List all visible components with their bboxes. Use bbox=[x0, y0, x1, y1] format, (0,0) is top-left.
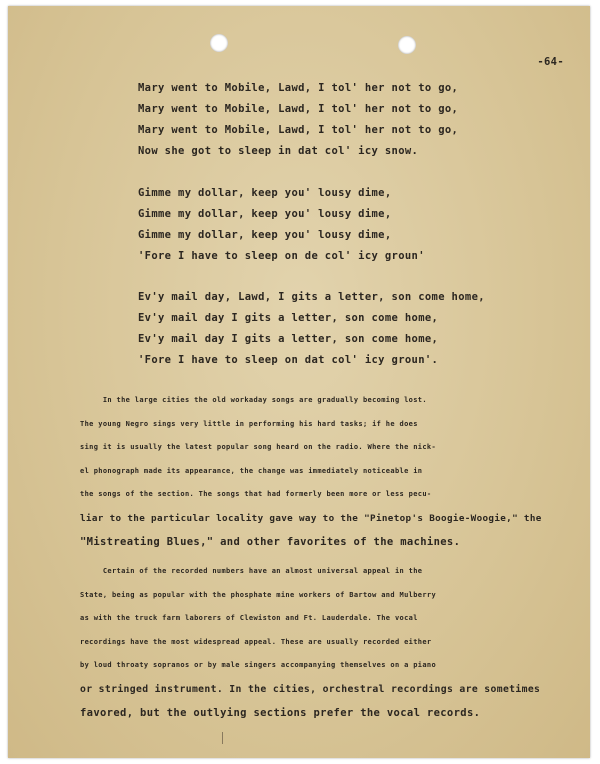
verse-line: 'Fore I have to sleep on de col' icy groun' bbox=[138, 250, 425, 262]
paragraph-line: liar to the particular locality gave way to the "Pinetop's Boogie-Woogie," the bbox=[80, 512, 542, 524]
paragraph-line: Certain of the recorded numbers have an almost universal appeal in the bbox=[80, 567, 423, 575]
verse-line: Ev'y mail day, Lawd, I gits a letter, son come home, bbox=[138, 291, 485, 303]
verse-line: Mary went to Mobile, Lawd, I tol' her not to go, bbox=[138, 82, 459, 94]
song-stanza bbox=[138, 78, 458, 162]
verse-line: Gimme my dollar, keep you' lousy dime, bbox=[138, 229, 392, 241]
punch-hole bbox=[398, 36, 416, 54]
paragraph-line: The young Negro sings very little in performing his hard tasks; if he does bbox=[80, 419, 418, 428]
paragraph-line: "Mistreating Blues," and other favorites of the machines. bbox=[80, 535, 461, 548]
paragraph-line: In the large cities the old workaday songs are gradually becoming lost. bbox=[80, 396, 427, 404]
body-paragraph bbox=[80, 389, 542, 554]
verse-line: Gimme my dollar, keep you' lousy dime, bbox=[138, 187, 392, 199]
punch-hole bbox=[210, 34, 228, 52]
pencil-mark bbox=[222, 732, 223, 744]
paragraph-line: by loud throaty sopranos or by male singers accompanying themselves on a piano bbox=[80, 661, 437, 670]
song-stanza bbox=[138, 287, 485, 371]
paragraph-line: or stringed instrument. In the cities, orchestral recordings are sometimes bbox=[80, 683, 541, 695]
paragraph-line: favored, but the outlying sections prefer the vocal records. bbox=[80, 706, 481, 719]
typed-page bbox=[8, 6, 590, 758]
verse-line: Now she got to sleep in dat col' icy snow. bbox=[138, 145, 419, 157]
paragraph-line: State, being as popular with the phosphate mine workers of Bartow and Mulberry bbox=[80, 590, 437, 599]
verse-line: 'Fore I have to sleep on dat col' icy groun'. bbox=[138, 354, 439, 366]
verse-line: Ev'y mail day I gits a letter, son come home, bbox=[138, 333, 439, 345]
verse-line: Gimme my dollar, keep you' lousy dime, bbox=[138, 208, 392, 220]
page-number: -64- bbox=[537, 56, 564, 68]
song-stanza bbox=[138, 183, 425, 267]
verse-line: Mary went to Mobile, Lawd, I tol' her not to go, bbox=[138, 124, 459, 136]
verse-line: Ev'y mail day I gits a letter, son come home, bbox=[138, 312, 439, 324]
paragraph-line: sing it is usually the latest popular song heard on the radio. Where the nick- bbox=[80, 443, 437, 452]
paragraph-line: as with the truck farm laborers of Clewiston and Ft. Lauderdale. The vocal bbox=[80, 614, 418, 623]
paragraph-line: recordings have the most widespread appeal. These are usually recorded either bbox=[80, 637, 432, 646]
paragraph-line: the songs of the section. The songs that had formerly been more or less pecu- bbox=[80, 490, 432, 499]
body-paragraph bbox=[80, 560, 540, 725]
paragraph-line: el phonograph made its appearance, the change was immediately noticeable in bbox=[80, 466, 423, 475]
verse-line: Mary went to Mobile, Lawd, I tol' her not to go, bbox=[138, 103, 459, 115]
